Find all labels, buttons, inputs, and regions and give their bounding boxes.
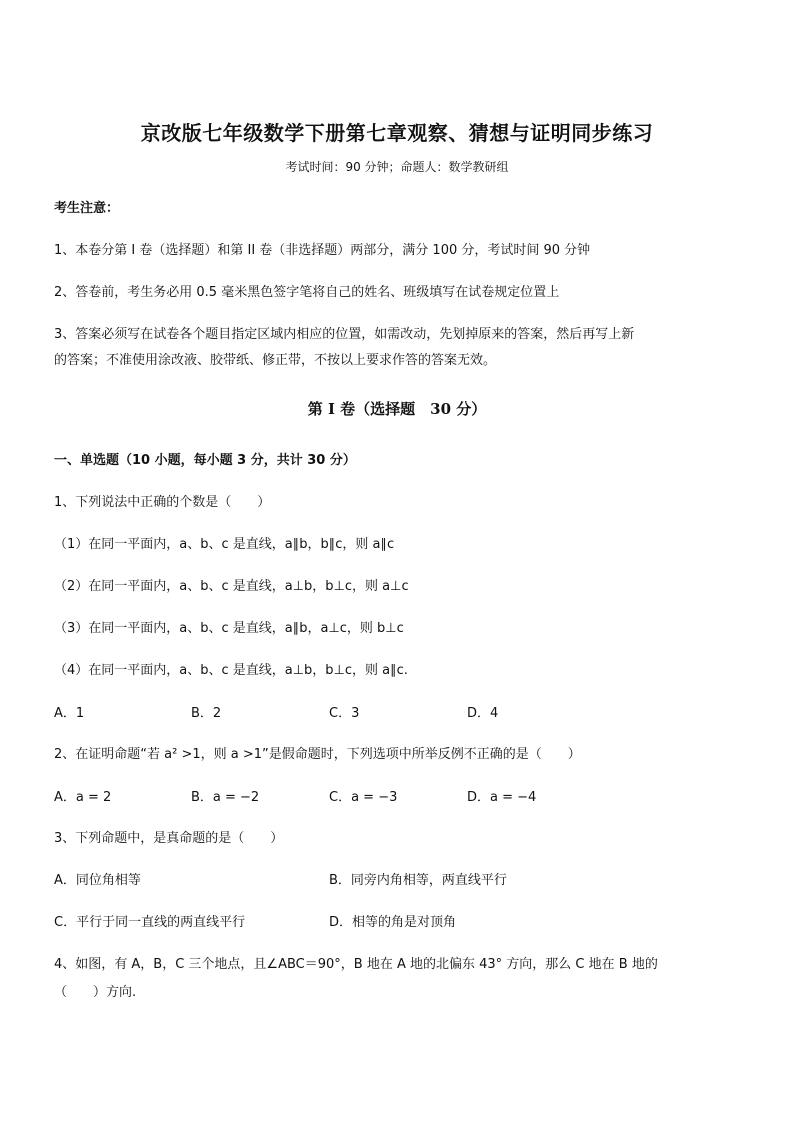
question-1-option-d[interactable]: D．4 (467, 706, 499, 721)
page-title: 京改版七年级数学下册第七章观察、猜想与证明同步练习 (140, 121, 654, 145)
question-2-option-d[interactable]: D．a = −4 (467, 790, 537, 805)
notice-heading: 考生注意： (54, 201, 120, 216)
question-2-stem: 2、在证明命题“若 a² >1，则 a >1”是假命题时，下列选项中所举反例不正确的是（ ） (54, 747, 581, 762)
question-4-stem: 4、如图，有 A，B，C 三个地点，且∠ABC＝90°，B 地在 A 地的北偏东 43° 方向，那么 C 地在 B 地的 (54, 957, 658, 972)
question-2-option-a[interactable]: A．a = 2 (54, 790, 112, 805)
question-1-option-c[interactable]: C．3 (329, 706, 360, 721)
notice-item-3-cont: 的答案；不准使用涂改液、胶带纸、修正带，不按以上要求作答的答案无效。 (54, 353, 497, 368)
notice-item-3: 3、答案必须写在试卷各个题目指定区域内相应的位置，如需改动，先划掉原来的答案，然后再写上新 (54, 327, 635, 342)
question-2-option-c[interactable]: C．a = −3 (329, 790, 398, 805)
question-1-option-a[interactable]: A．1 (54, 706, 85, 721)
section-title: 第 I 卷（选择题 30 分） (307, 400, 487, 418)
notice-item-1: 1、本卷分第 I 卷（选择题）和第 II 卷（非选择题）两部分，满分 100 分，考试时间 90 分钟 (54, 243, 591, 258)
question-3-option-c[interactable]: C．平行于同一直线的两直线平行 (54, 915, 246, 930)
question-3-option-d[interactable]: D．相等的角是对顶角 (329, 915, 457, 930)
notice-item-2: 2、答卷前，考生务必用 0.5 毫米黑色签字笔将自己的姓名、班级填写在试卷规定位置上 (54, 285, 560, 300)
part-heading: 一、单选题（10 小题，每小题 3 分，共计 30 分） (54, 453, 356, 468)
question-1-statement-1: （1）在同一平面内，a、b、c 是直线，a∥b，b∥c，则 a∥c (54, 537, 395, 552)
question-1-stem: 1、下列说法中正确的个数是（ ） (54, 495, 271, 510)
page-subtitle: 考试时间：90 分钟；命题人：数学教研组 (285, 160, 509, 174)
question-3-option-b[interactable]: B．同旁内角相等，两直线平行 (329, 873, 507, 888)
question-2-option-b[interactable]: B．a = −2 (191, 790, 260, 805)
question-1-statement-4: （4）在同一平面内，a、b、c 是直线，a⊥b，b⊥c，则 a∥c. (54, 663, 408, 678)
question-1-statement-2: （2）在同一平面内，a、b、c 是直线，a⊥b，b⊥c，则 a⊥c (54, 579, 409, 594)
question-1-option-b[interactable]: B．2 (191, 706, 222, 721)
question-1-statement-3: （3）在同一平面内，a、b、c 是直线，a∥b，a⊥c，则 b⊥c (54, 621, 404, 636)
question-4-stem-cont: （ ）方向. (54, 985, 137, 1000)
question-3-stem: 3、下列命题中，是真命题的是（ ） (54, 831, 284, 846)
question-3-option-a[interactable]: A．同位角相等 (54, 873, 141, 888)
